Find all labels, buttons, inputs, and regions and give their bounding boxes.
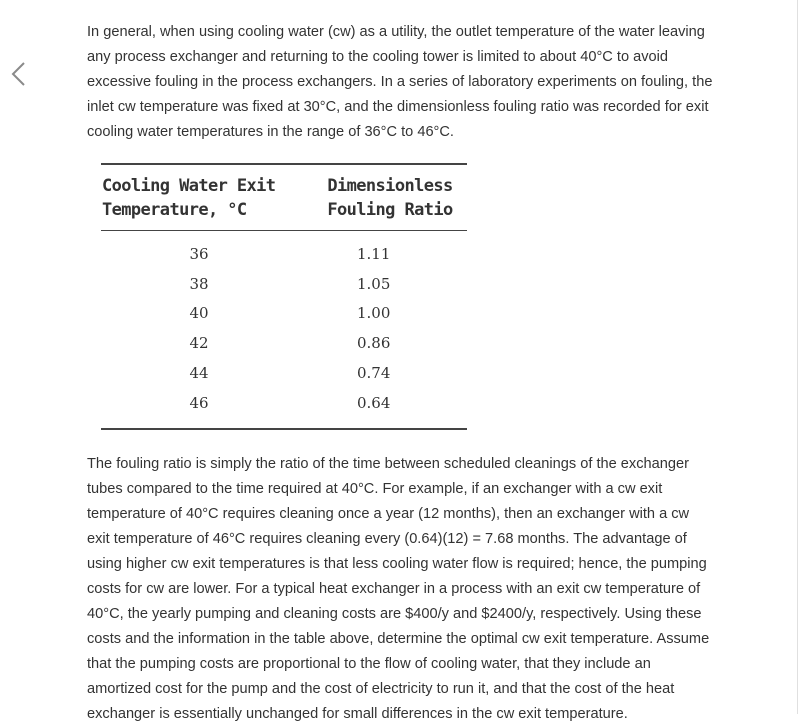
header-line: Cooling Water Exit	[102, 176, 276, 196]
body-line: amortized cost for the pump and the cost of electricity to run it, and that the cost of the heat	[87, 680, 675, 697]
table-row	[101, 239, 467, 269]
body-line: costs for cw are lower. For a typical heat exchanger in a process with an exit cw temperature of	[87, 580, 701, 597]
header-line: Fouling Ratio	[327, 200, 453, 220]
fouling-ratio-cell: 0.74	[357, 364, 391, 383]
temperature-cell: 40	[189, 304, 209, 323]
intro-line: inlet cw temperature was fixed at 30°C, and the dimensionless fouling ratio was recorded for exit	[87, 99, 709, 115]
column-header-fouling-ratio	[327, 174, 467, 222]
intro-line: excessive fouling in the process exchangers. In a series of laboratory experiments on fouling, the	[87, 74, 713, 90]
body-line: that the pumping costs are proportional to the flow of cooling water, that they include an	[87, 655, 651, 672]
temperature-cell: 38	[189, 274, 209, 293]
body-line: using higher cw exit temperatures is that less cooling water flow is required; hence, the pumping	[87, 555, 707, 572]
table-row	[101, 358, 467, 388]
temperature-cell: 36	[189, 244, 209, 263]
intro-line: In general, when using cooling water (cw) as a utility, the outlet temperature of the water leaving	[87, 24, 705, 40]
header-line: Dimensionless	[327, 176, 453, 196]
temperature-cell: 42	[189, 334, 209, 353]
table-header	[101, 165, 467, 231]
body-line: 40°C, the yearly pumping and cleaning costs are $400/y and $2400/y, respectively. Using these	[87, 605, 702, 622]
body-paragraph	[87, 452, 777, 727]
question-content	[87, 20, 777, 727]
header-line: Temperature, °C	[102, 200, 247, 220]
table-row	[101, 299, 467, 329]
intro-line: cooling water temperatures in the range of 36°C to 46°C.	[87, 124, 454, 140]
fouling-ratio-cell: 1.11	[357, 244, 391, 263]
body-line: temperature of 40°C requires cleaning once a year (12 months), then an exchanger with a cw	[87, 505, 690, 522]
body-line: exit temperature of 46°C requires cleaning every (0.64)(12) = 7.68 months. The advantage of	[87, 530, 687, 547]
chevron-left-icon[interactable]	[8, 60, 30, 88]
fouling-ratio-cell: 1.00	[357, 304, 391, 323]
body-line: exchanger is essentially unchanged for small differences in the cw exit temperature.	[87, 705, 628, 722]
body-line: tubes compared to the time required at 40°C. For example, if an exchanger with a cw exit	[87, 480, 663, 497]
column-header-temperature	[101, 174, 327, 222]
fouling-ratio-cell: 0.86	[357, 334, 391, 353]
fouling-ratio-cell: 1.05	[357, 274, 391, 293]
panel-divider	[797, 0, 798, 714]
table-row	[101, 388, 467, 418]
body-line: The fouling ratio is simply the ratio of the time between scheduled cleanings of the exchanger	[87, 455, 689, 472]
intro-line: any process exchanger and returning to the cooling tower is limited to about 40°C to avoid	[87, 49, 669, 65]
temperature-cell: 46	[189, 393, 209, 412]
table-body	[101, 231, 467, 418]
fouling-ratio-table	[101, 163, 467, 430]
temperature-cell: 44	[189, 364, 209, 383]
body-line: costs and the information in the table above, determine the optimal cw exit temperature. Assume	[87, 630, 710, 647]
intro-paragraph	[87, 20, 777, 145]
table-row	[101, 328, 467, 358]
fouling-ratio-cell: 0.64	[357, 393, 391, 412]
table-row	[101, 269, 467, 299]
